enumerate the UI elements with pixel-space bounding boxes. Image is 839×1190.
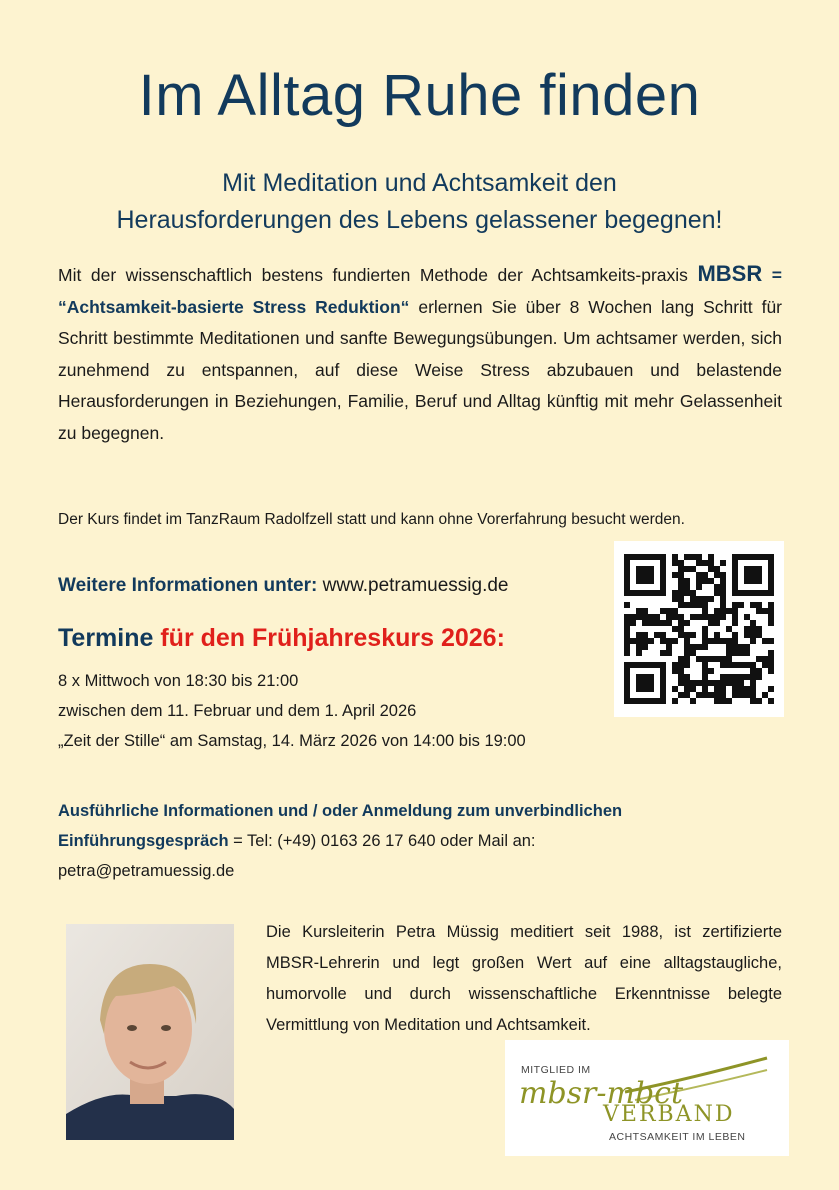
mbsr-mbct-verband-logo: [505, 1040, 789, 1156]
page-title: Im Alltag Ruhe finden: [138, 63, 701, 128]
portrait-photo: [66, 924, 234, 1140]
contact-bold-word: Einführungsgespräch: [58, 832, 229, 850]
logo-line-1: MITGLIED IM: [521, 1064, 591, 1076]
contact-line: [58, 826, 782, 856]
contact-email[interactable]: petra@petramuessig.de: [58, 862, 235, 880]
qr-code-icon: [614, 541, 784, 717]
contact-heading: Ausführliche Informationen und / oder Anmeldung zum unverbindlichen: [58, 802, 623, 820]
logo-line-4: ACHTSAMKEIT IM LEBEN: [609, 1131, 746, 1143]
date-line-3: „Zeit der Stille“ am Samstag, 14. März 2026 von 14:00 bis 19:00: [58, 732, 526, 750]
more-info-label: Weitere Informationen unter:: [58, 575, 318, 596]
termine-heading: [58, 624, 618, 653]
contact-phone: = Tel: (+49) 0163 26 17 640 oder Mail an:: [228, 832, 536, 850]
intro-text-before: Mit der wissenschaftlich bestens fundierten Methode der Achtsamkeits-praxis: [58, 265, 698, 285]
termine-heading-word: Termine: [58, 624, 154, 652]
contact-block: [58, 796, 782, 886]
intro-text-after: erlernen Sie über 8 Wochen lang Schritt für Schritt bestimmte Meditationen und sanfte Bewegungsübungen. Um achtsamer werden, sich zunehmend zu entspannen, auf diese Weise Stress abzubauen und belastende Herausforderungen in Beziehungen, Familie, Beruf und Alltag künftig mit mehr Gelassenheit zu begegnen.: [58, 296, 782, 443]
course-location-note: Der Kurs findet im TanzRaum Radolfzell statt und kann ohne Vorerfahrung besucht werden.: [58, 511, 685, 528]
dates-list: [58, 666, 678, 756]
subtitle-line-2: Herausforderungen des Lebens gelassener begegnen!: [116, 206, 723, 234]
intro-paragraph: [58, 258, 782, 449]
page-subtitle: [0, 165, 839, 239]
subtitle-line-1: Mit Meditation und Achtsamkeit den: [222, 169, 617, 197]
date-line-2: zwischen dem 11. Februar und dem 1. April 2026: [58, 702, 417, 720]
logo-line-3: VERBAND: [603, 1102, 735, 1127]
termine-heading-rest: für den Frühjahreskurs 2026:: [153, 624, 505, 652]
more-info: [58, 575, 618, 597]
mbsr-definition: = “Achtsamkeit-basierte Stress Reduktion“: [58, 265, 782, 317]
mbsr-term: MBSR: [697, 261, 763, 286]
website-link[interactable]: www.petramuessig.de: [317, 575, 509, 596]
date-line-1: 8 x Mittwoch von 18:30 bis 21:00: [58, 672, 299, 690]
logo-line-2: mbsr-mbct: [519, 1076, 684, 1111]
instructor-bio: Die Kursleiterin Petra Müssig meditiert seit 1988, ist zertifizierte MBSR-Lehrerin und legt großen Wert auf eine alltagstaugliche, humorvolle und durch wissenschaftliche Erkenntnisse belegte Vermittlung von Meditation und Achtsamkeit.: [266, 923, 782, 1034]
